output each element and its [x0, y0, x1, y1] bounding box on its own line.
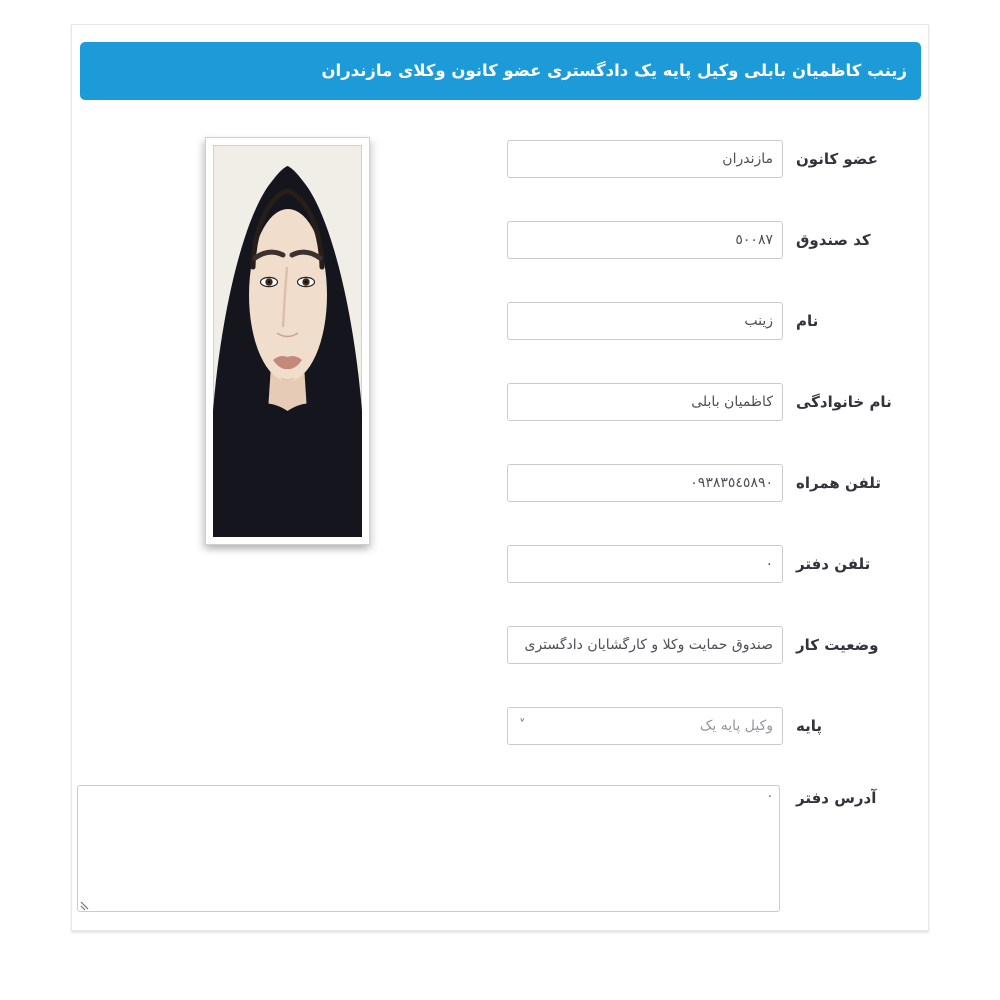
grade-select-value: وکیل پایه یک [699, 718, 773, 734]
fund-code-label: کد صندوق [796, 231, 871, 249]
page-title: زینب کاظمیان بابلی وکیل پایه یک دادگستری عضو کانون وکلای مازندران [321, 61, 907, 80]
mobile-phone-input[interactable] [507, 464, 783, 502]
profile-header [80, 42, 921, 100]
last-name-input[interactable] [507, 383, 783, 421]
work-status-input[interactable] [507, 626, 783, 664]
grade-select[interactable] [507, 707, 783, 745]
office-phone-label: تلفن دفتر [796, 555, 871, 573]
form-row [0, 383, 1000, 421]
form-row [0, 545, 1000, 583]
last-name-label: نام خانوادگی [796, 393, 892, 411]
form-row [0, 707, 1000, 745]
office-phone-input[interactable] [507, 545, 783, 583]
fund-code-input[interactable] [507, 221, 783, 259]
member-of-bar-label: عضو کانون [796, 150, 878, 168]
form-row [0, 785, 1000, 912]
form-row [0, 464, 1000, 502]
work-status-label: وضعیت کار [796, 636, 879, 654]
form-row [0, 221, 1000, 259]
chevron-down-icon: ˅ [519, 718, 526, 733]
mobile-phone-label: تلفن همراه [796, 474, 882, 492]
form-row [0, 302, 1000, 340]
office-address-textarea[interactable] [77, 785, 780, 912]
first-name-label: نام [796, 312, 819, 330]
form-row [0, 626, 1000, 664]
grade-label: پایه [796, 717, 822, 735]
form-row [0, 140, 1000, 178]
first-name-input[interactable] [507, 302, 783, 340]
member-of-bar-input[interactable] [507, 140, 783, 178]
office-address-label: آدرس دفتر [796, 789, 877, 807]
